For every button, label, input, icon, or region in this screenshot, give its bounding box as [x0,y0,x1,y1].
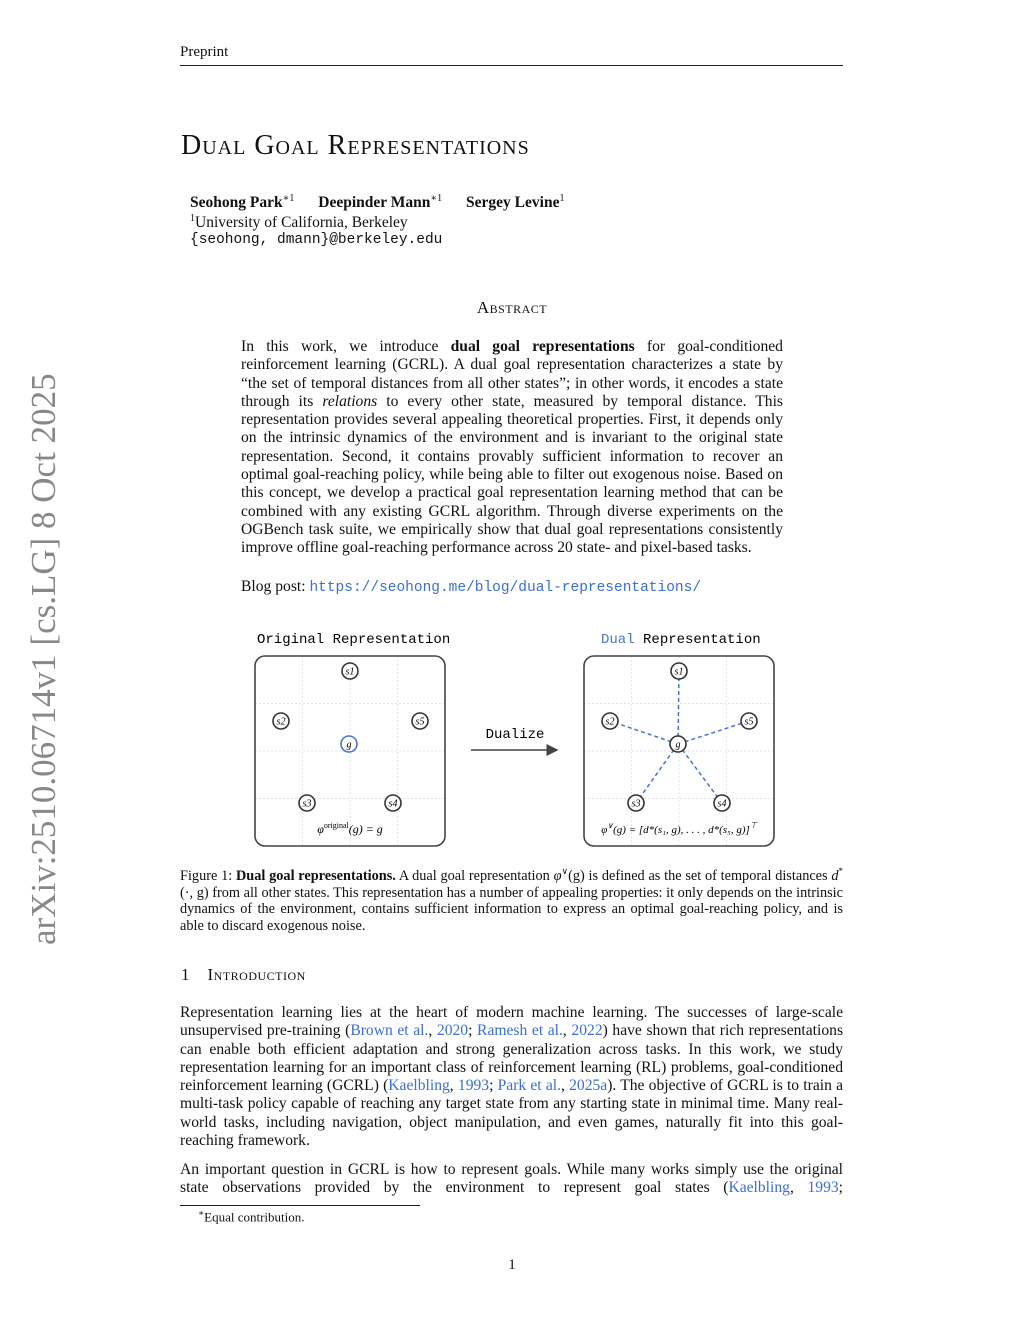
text-segment: for goal-conditioned reinforcement learning (GCRL). A dual goal representation characterizes a state by “the set of temporal distances from all other states”; in other words, it encodes a state through its [241,338,783,410]
node-label: s2 [605,716,615,728]
citation-link[interactable]: 2025a [569,1077,608,1095]
text-segment: , [562,1022,572,1040]
blog-label: Blog post: [241,578,310,595]
left-panel-title: Original Representation [257,632,451,648]
text-segment: (g) is defined as the set of temporal distances [568,867,832,884]
distance-edge [678,721,749,744]
text-segment: Representation learning lies at the heart of modern machine learning. The successes of large-scale unsupervised pre-training ( [180,1004,843,1040]
node-label: s1 [674,666,684,678]
citation-link[interactable]: 1993 [807,1179,839,1197]
intro-paragraph-1 [180,1004,843,1150]
text-segment: An important question in GCRL is how to represent goals. While many works simply use the original state observations provided by the environment to represent goal states ( [180,1161,843,1197]
bold-text: dual goal representations [450,338,635,355]
left-formula: $\varphi^{original}(g) = g$ [317,821,383,836]
text-segment: to every other state, measured by temporal distance. This representation provides several appealing theoretical properties. First, it depends only on the intrinsic dynamics of the environment and is invariant to the original state representation. Second, it contains provably sufficient information to recover an optimal goal-reaching policy, while being able to filter out exogenous noise. Based on this concept, we develop a practical goal representation learning method that can be combined with any existing GCRL algorithm. Through diverse experiments on the OGBench task suite, we empirically show that dual goal representations consistently improve offline goal-reaching performance across 20 state- and pixel-based tasks. [241,392,783,557]
affiliation [190,213,408,232]
citation-link[interactable]: 2022 [571,1022,603,1040]
author-name: Seohong Park [190,194,283,212]
italic-text: relations [322,392,378,410]
node-label: s3 [631,798,641,810]
arxiv-stamp: arXiv:2510.06714v1 [cs.LG] 8 Oct 2025 [24,373,63,945]
text-segment: ; [468,1022,478,1040]
author-mark: 1 [559,193,565,204]
author [190,194,294,211]
node-label: s5 [744,716,754,728]
abstract-text [241,338,783,558]
text-segment: , [449,1077,458,1095]
dualize-label: Dualize [485,727,545,743]
section-heading [181,965,306,985]
node-label: s4 [717,798,727,810]
figure-1 [240,625,790,850]
footnote [198,1208,305,1225]
superscript: * [838,866,844,876]
author-email: {seohong, dmann}@berkeley.edu [190,232,443,248]
author [318,194,442,211]
node-label: s5 [415,716,425,728]
text-segment: ; [838,1179,844,1197]
text-segment: ) have shown that rich representations can enable both efficient adaptation and strong generalization across tasks. In this work, we study representation learning for an important class of reinforcement learning (RL) problems, goal-conditioned reinforcement learning (GCRL) ( [180,1022,844,1095]
author-name: Deepinder Mann [318,194,431,212]
header-rule [180,65,843,66]
footnote-rule [180,1205,420,1206]
citation-link[interactable]: Park et al. [497,1077,561,1095]
blog-post-line [241,578,701,596]
bold-text: Dual goal representations. [235,867,396,884]
text-segment: , [561,1077,570,1095]
citation-link[interactable]: 2020 [436,1022,469,1040]
distance-edge [678,744,722,803]
intro-paragraph-2 [180,1161,843,1198]
node-label: s3 [302,798,312,810]
text-segment: ; [489,1077,498,1095]
author-name: Sergey Levine [466,194,560,212]
paper-title: Dual Goal Representations [181,130,530,161]
blog-link[interactable]: https://seohong.me/blog/dual-representations/ [309,580,702,596]
citation-link[interactable]: Ramesh et al. [477,1022,563,1040]
text-segment: In this work, we introduce [241,338,451,355]
author-list [190,193,584,212]
footnote-mark: ∗ [198,1208,205,1218]
section-title: Introduction [207,965,306,984]
right-panel-title [601,632,761,648]
node-label: s2 [276,716,286,728]
author-mark: ∗1 [282,193,295,204]
node-label: s4 [388,798,398,810]
citation-link[interactable]: Brown et al. [350,1022,429,1040]
superscript: ∨ [561,866,569,876]
affiliation-text: University of California, Berkeley [195,214,408,232]
distance-edge [636,744,678,803]
right-title-accent: Dual [601,632,635,648]
citation-link[interactable]: Kaelbling [728,1179,790,1197]
text-segment: A dual goal representation [395,867,554,884]
right-title-rest: Representation [634,632,761,648]
page-number: 1 [508,1257,516,1273]
author-mark: ∗1 [430,193,443,204]
section-number: 1 [181,965,190,984]
italic-text: d [831,867,839,884]
text-segment: (·, g) from all other states. This representation has a number of appealing properties: it only depends on the intrinsic dynamics of the environment, contains sufficient information to express an optimal goal-reaching policy, and is able to discard exogenous noise. [180,884,843,935]
text-segment: , [428,1022,437,1040]
node-label: g [675,739,681,751]
italic-text: φ [553,867,562,884]
author [466,194,564,211]
running-header: Preprint [180,44,229,60]
node-label: g [346,739,352,751]
figure-caption [180,863,843,935]
text-segment: , [789,1179,808,1197]
citation-link[interactable]: Kaelbling [388,1077,450,1095]
abstract-heading: Abstract [476,298,548,317]
text-segment: ). The objective of GCRL is to train a multi-task policy capable of reaching any target state from any starting state in minimal time. Many real-world tasks, including navigation, object manipulation, and even games, naturally fit into this goal-reaching framework. [180,1077,843,1150]
text-segment: Figure 1: [180,867,236,884]
affiliation-mark: 1 [190,213,195,224]
footnote-text: Equal contribution. [204,1209,305,1225]
right-formula: φ∨(g) = [d*(s₁, g), . . . , d*(s₅, g)]⊤ [601,821,757,836]
node-label: s1 [345,666,355,678]
citation-link[interactable]: 1993 [457,1077,490,1095]
distance-edge [610,721,678,744]
